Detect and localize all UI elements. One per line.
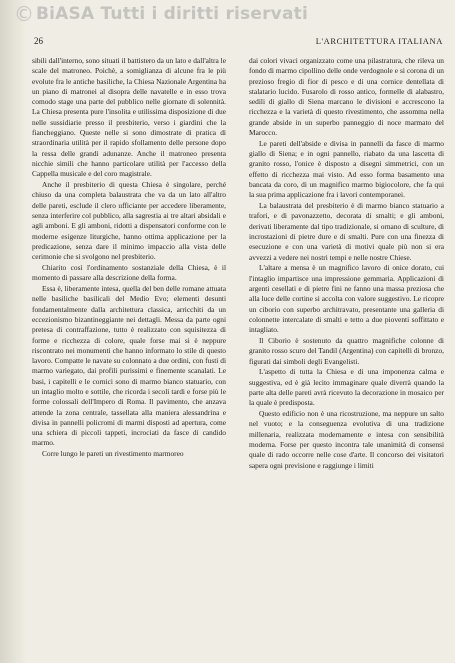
paragraph: Il Ciborio è sostenuto da quattro magnifiche colonne di granito rosso scuro del Tandil (Argentina) con capitelli di bronzo, figurati dai simboli degli Evangelisti. [249,336,444,366]
paragraph: La balaustrata del presbiterio è di marmo bianco statuario a trafori, e di pavonazzetto, decorata di smalti; e gli amboni, derivati liberamente dal tipo tradizionale, si ornano di sculture, di incrostazioni di pietre dure e di smalti. Pure con una finezza di esecuzione e con una varietà di motivi quale più non si era avvezzi a vedere nei nostri tempi e nelle nostre Chiese. [249,201,444,262]
paragraph: Le pareti dell'abside e divisa in pannelli da fasce di marmo giallo di Siena; e in ogni pannello, riabato da una lascetta di granito rosso, l'onice è disposto a disegni simmetrici, con un effetto di ricchezza mai visto. Ad esso forma basamento una bancata da coro, di un magnifico marmo bigiocolore, che fa qui la sua prima applicazione fra i lavori contemporanei. [249,138,444,200]
paragraph: Corre lungo le pareti un rivestimento marmoreo [42,449,184,459]
paragraph: Essa è, liberamente intesa, quella del ben delle romane attuata nelle basiliche basilicali del Medio Evo; elementi desunti fondamentalmente dalla architettura classica, arricchiti da un eccezionismo bizantineggiante nei dettagli. Messa da parte ogni pretesa di contraffazione, tutto è realizzato con squisitezza di forme e ricchezza di colore, quale forse mai si è neppure riscontrato nei monumenti che hanno informato lo stile di questo lavoro. Compatte le navate su colonnato a due ordini, con fusti di marmo variegato, dai profili purissimi e finemente scanalati. Le basi, i capitelli e le cornici sono di marmo bianco statuario, con un intaglio molto e sottile, che ricorda i secoli tardi e forse più le forme colossali dell'Impero di Roma. Il pavimento, che anzava attende la zona centrale, tassellata alla maniera alessandrina e divisa in pannelli policromi di marmi disposti ad apertura, come una schiera di piccoli tappeti, incrociati da fasce di candido marmo. [32,284,226,448]
paragraph: L'aspetto di tutta la Chiesa e di una imponenza calma e suggestiva, ed è già lecito immaginare quale diverrà quando la parte alta delle pareti avrà ricevuto la decorazione in mosaico per la quale è predisposta. [249,367,444,408]
page-number: 26 [34,36,43,46]
paragraph: dai colori vivaci organizzato come una pilastratura, che rileva un fondo di marmo cipollino delle onde verdognole e si corona di un prezioso fregio di fior di pesco e di una cornice dentellata di stalatario lucido. Fusarolo di rosso antico, formelle di alabastro, sedili di giallo di Siena marcano le divisioni e accrescono la ricchezza e la varietà di questo rivestimento, che assomma nella grande abside in un superbo panneggio di noce marmato del Marocco. [249,56,444,138]
text-column-right [249,56,444,471]
paragraph: Anche il presbiterio di questa Chiesa è singolare, perché chiuso da una completa balaustrata che va da un lato all'altro delle pareti, esclude il clero ufficiante per accedere liberamente, senza interferire col pubblico, alla sagrestia ai tre altari absidali e agli amboni. E gli amboni, ridotti a dispensatori conforme con le moderne esigenze liturgiche, hanno ottima applicazione per la predicazione, senza dare il minimo impaccio alla vista delle cerimonie che si svolgono nel presbiterio. [32,180,226,262]
text-column-left [32,56,226,460]
watermark-text: BiASA Tutti i diritti riservati [36,4,308,24]
paragraph: Chiarito così l'ordinamento sostanziale della Chiesa, è il momento di passare alla descrizione della forma. [32,262,226,283]
paragraph: sibili dall'interno, sono situati il battistero da un lato e dall'altra le scale del matroneo. Poichè, a somiglianza di alcune fra le più evolute fra le antiche basiliche, la Chiesa Nazionale Argentina ha un piano di matronei al disopra delle navatelle e in esso trova comodo stage una parte del pubblico nelle giornate di solennità. La Chiesa presenta pure l'insolita e utilissima disposizione di due nelle sussidiarie presso il presbiterio, verso i giardini che la fiancheggiano. Queste nelle si sono dimostrate di pratica di straordinaria utilità per il rapido sfollamento delle persone dopo la ressa delle grandi adunanze. Anche il matroneo presenta nicchie simili che hanno particolare utilità per l'accesso della Cappella musicale e del coro magistrale. [32,56,226,179]
running-title: L'ARCHITETTURA ITALIANA [315,36,443,46]
paragraph: L'altare a mensa è un magnifico lavoro di onice dorato, cui l'intaglio impartisce una impressione gemmaria. Applicazioni di argenti cesellati e di pietre fini ne fanno una massa preziosa che alla luce delle cortine si accolta con valore suggestivo. Le ricopre un ciborio con superbo architravato, presentante una galleria di colonnette intercalate di smalti e tetto a due pioventi soffittato e intagliato. [249,263,444,335]
paragraph: Questo edificio non è una ricostruzione, ma neppure un salto nel vuoto; e la conseguenza evolutiva di una tradizione millenaria, realizzata modernamente e intesa con sensibilità moderna. Forse per questo incontra tale unanimità di consensi quale di rado occorre nelle cose d'arte. Il concorso dei visitatori sapera ogni previsione e raggiunge i limiti [249,409,444,470]
binding-shadow [0,0,26,663]
copyright-icon: © [14,2,34,26]
